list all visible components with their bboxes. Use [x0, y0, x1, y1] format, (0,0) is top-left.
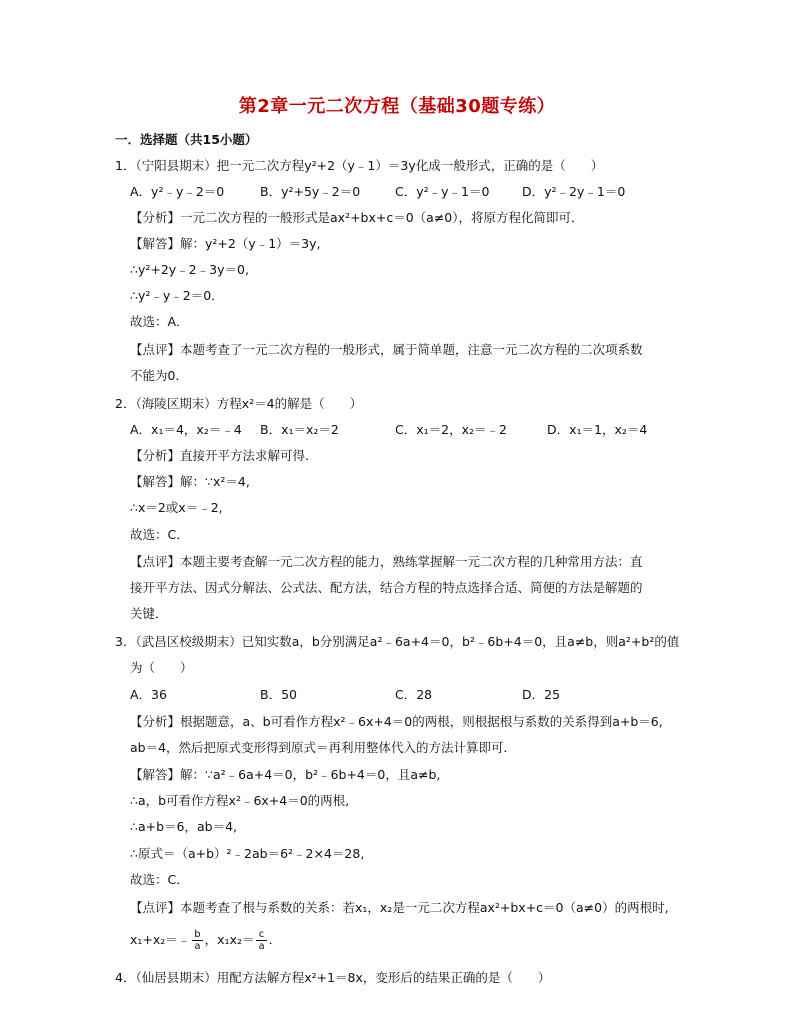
q1-step-1: ∴y²+2y﹣2﹣3y＝0,	[130, 262, 249, 277]
q3-analysis-1: 【分析】根据题意，a、b可看作方程x²﹣6x+4＝0的两根，则根据根与系数的关系得到a+b＝6,	[130, 714, 663, 729]
fraction-denominator: a	[194, 941, 201, 952]
fraction-numerator: c	[256, 929, 266, 941]
q2-stem: 2．（海陵区期末）方程x²＝4的解是（ ）	[115, 396, 363, 411]
q3-comment-2a: x₁+x₂＝﹣	[130, 932, 191, 947]
q3-option-d: D．25	[522, 687, 561, 702]
q3-step-2: ∴a+b＝6，ab＝4,	[130, 819, 237, 834]
q2-comment-3: 关键．	[130, 606, 168, 621]
q3-stem-2: 为（ ）	[130, 660, 193, 675]
q2-step-1: ∴x＝2或x＝﹣2,	[130, 500, 223, 515]
q2-answer: 【解答】解：∵x²＝4,	[130, 474, 250, 489]
fraction-numerator: b	[194, 929, 201, 940]
q3-option-b: B．50	[260, 687, 297, 702]
section-heading: 一．选择题（共15小题）	[115, 132, 258, 147]
q1-stem: 1．（宁阳县期末）把一元二次方程y²+2（y﹣1）＝3y化成一般形式，正确的是（ ）	[115, 158, 604, 173]
page-title: 第2章一元二次方程（基础30题专练）	[238, 96, 556, 117]
q2-analysis: 【分析】直接开平方法求解可得．	[130, 448, 318, 463]
q3-choice: 故选：C．	[130, 872, 189, 887]
q1-choice: 故选：A．	[130, 314, 189, 329]
q3-step-1: ∴a，b可看作方程x²﹣6x+4＝0的两根,	[130, 793, 350, 808]
q1-comment-2: 不能为0．	[130, 368, 188, 383]
q3-analysis-2: ab＝4，然后把原式变形得到原式＝再利用整体代入的方法计算即可．	[130, 740, 517, 755]
q1-option-d: D．y²﹣2y﹣1＝0	[522, 184, 626, 199]
q2-option-b: B．x₁＝x₂＝2	[260, 422, 339, 437]
fraction-denominator: a	[258, 941, 265, 952]
q1-analysis: 【分析】一元二次方程的一般形式是ax²+bx+c＝0（a≠0），将原方程化简即可．	[130, 210, 584, 225]
fraction-b-over-a	[192, 929, 202, 952]
q1-option-c: C．y²﹣y﹣1＝0	[395, 184, 490, 199]
q3-step-3: ∴原式＝（a+b）²﹣2ab＝6²﹣2×4＝28,	[130, 846, 365, 861]
q3-comment-2b: ，x₁x₂＝	[204, 932, 255, 947]
q3-option-c: C．28	[395, 687, 433, 702]
q1-comment-1: 【点评】本题考查了一元二次方程的一般形式，属于简单题，注意一元二次方程的二次项系数	[130, 342, 643, 357]
q2-option-a: A．x₁＝4，x₂＝﹣4	[130, 422, 242, 437]
q2-comment-1: 【点评】本题主要考查解一元二次方程的能力，熟练掌握解一元二次方程的几种常用方法：直	[130, 554, 643, 569]
q3-comment-2c: ．	[268, 932, 282, 947]
q3-answer: 【解答】解：∵a²﹣6a+4＝0，b²﹣6b+4＝0，且a≠b,	[130, 767, 441, 782]
q4-stem: 4．（仙居县期末）用配方法解方程x²+1＝8x，变形后的结果正确的是（ ）	[115, 970, 551, 985]
q1-step-2: ∴y²﹣y﹣2＝0．	[130, 288, 224, 303]
q2-comment-2: 接开平方法、因式分解法、公式法、配方法，结合方程的特点选择合适、简便的方法是解题的	[130, 580, 643, 595]
q3-stem-1: 3．（武昌区校级期末）已知实数a，b分别满足a²﹣6a+4＝0，b²﹣6b+4＝0，且a≠b，则a²+b²的值	[115, 634, 680, 649]
q3-comment-2	[130, 929, 281, 952]
q2-option-c: C．x₁＝2，x₂＝﹣2	[395, 422, 507, 437]
q2-option-d: D．x₁＝1，x₂＝4	[547, 422, 648, 437]
q3-comment-1: 【点评】本题考查了根与系数的关系：若x₁，x₂是一元二次方程ax²+bx+c＝0（a≠0）的两根时,	[130, 900, 669, 915]
q1-option-b: B．y²+5y﹣2＝0	[260, 184, 361, 199]
fraction-c-over-a	[256, 929, 266, 952]
q3-option-a: A．36	[130, 687, 167, 702]
q1-option-a: A．y²﹣y﹣2＝0	[130, 184, 225, 199]
q1-answer: 【解答】解：y²+2（y﹣1）＝3y,	[130, 236, 321, 251]
q2-choice: 故选：C．	[130, 527, 189, 542]
